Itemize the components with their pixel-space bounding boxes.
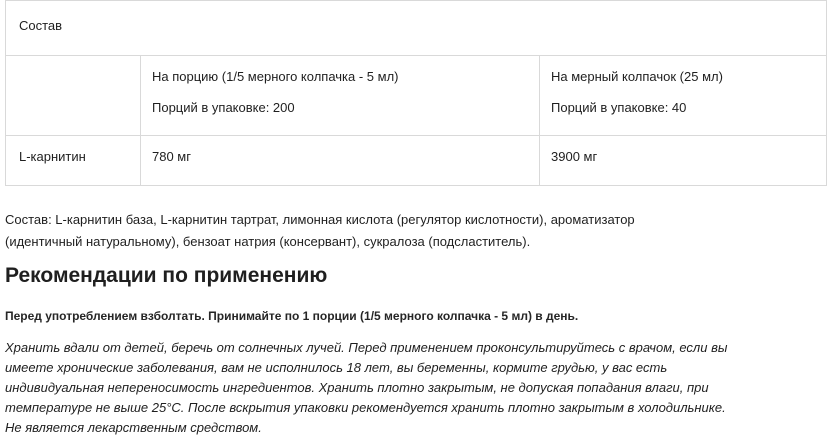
composition-line-1: Состав: L-карнитин база, L-карнитин тартрат, лимонная кислота (регулятор кислотности), ароматизатор: [5, 212, 635, 227]
composition-text: [5, 209, 825, 253]
per-serving-value: 780 мг: [152, 149, 191, 164]
per-cap-value: 3900 мг: [551, 149, 598, 164]
column-divider: [140, 56, 141, 185]
warning-line: индивидуальная непереносимость ингредиентов. Хранить плотно закрытым, не допуская попадания влаги, при: [5, 380, 709, 395]
servings-count-40: Порций в упаковке: 40: [551, 100, 687, 115]
ingredient-name: L-карнитин: [19, 149, 86, 164]
usage-instructions: Перед употреблением взболтать. Принимайте по 1 порции (1/5 мерного колпачка - 5 мл) в день.: [5, 309, 579, 323]
warning-line: температуре не выше 25°C. После вскрытия упаковки рекомендуется хранить плотно закрытым в холодильнике.: [5, 400, 726, 415]
composition-line-2: (идентичный натуральному), бензоат натрия (консервант), сукралоза (подсластитель).: [5, 234, 531, 249]
warning-line: Хранить вдали от детей, беречь от солнечных лучей. Перед применением проконсультируйтесь с врачом, если вы: [5, 340, 728, 355]
table-row: [6, 136, 826, 185]
table-header-label: Состав: [19, 18, 63, 33]
per-serving-header: На порцию (1/5 мерного колпачка - 5 мл): [152, 69, 399, 84]
per-cap-header: На мерный колпачок (25 мл): [551, 69, 723, 84]
warning-line: Не является лекарственным средством.: [5, 420, 262, 435]
recommendations-heading: Рекомендации по применению: [5, 264, 328, 287]
column-divider: [539, 56, 540, 185]
composition-table: [5, 0, 827, 186]
table-subheader-row: [6, 56, 826, 136]
storage-warning: [5, 338, 827, 438]
table-header-row: [6, 1, 826, 56]
servings-count-200: Порций в упаковке: 200: [152, 100, 295, 115]
warning-line: имеете хронические заболевания, вам не исполнилось 18 лет, вы беременны, кормите грудью, у вас есть: [5, 360, 668, 375]
